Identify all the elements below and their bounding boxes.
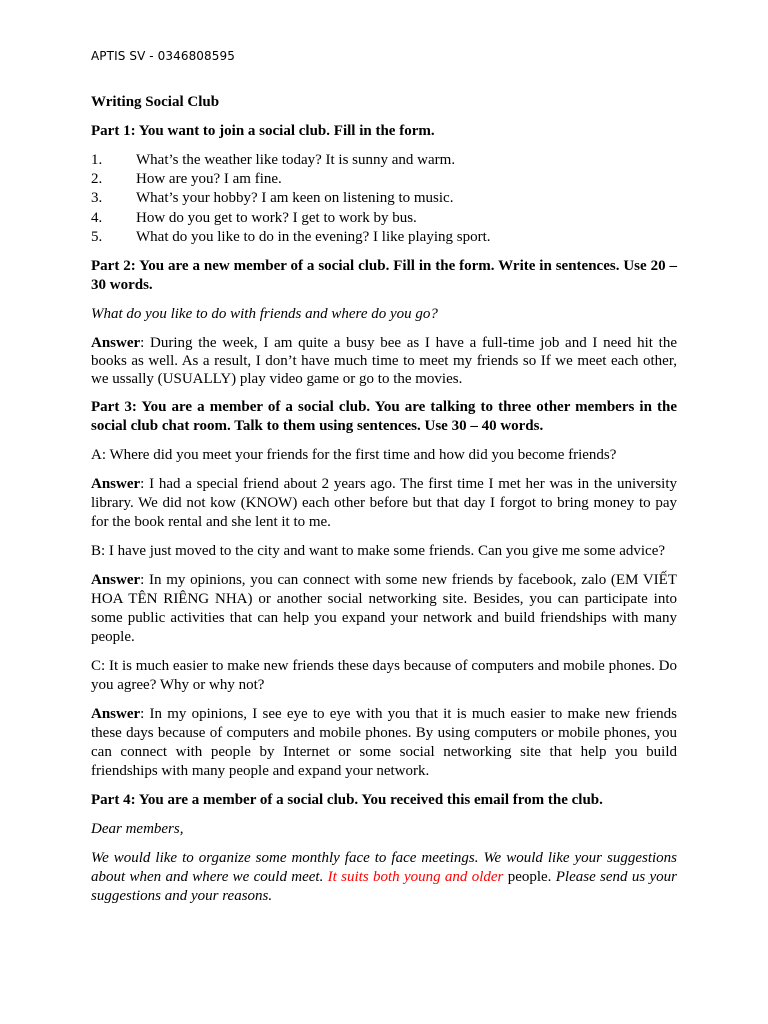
list-item: 2. How are you? I am fine. — [91, 171, 282, 188]
part1-heading: Part 1: You want to join a social club. Fill in the form. — [91, 123, 435, 139]
part3-question-a: A: Where did you meet your friends for the first time and how did you become friends? — [91, 447, 617, 464]
part1-question-list — [91, 151, 677, 247]
answer-text: : In my opinions, I see eye to eye with you that it is much easier to make new friends these days because of computers and mobile phones. By using computers or mobile phones, you can connect with people by Internet or some social networking site that help you build friendships with many people and expand your network. — [91, 706, 677, 780]
part4-heading: Part 4: You are a member of a social club. You received this email from the club. — [91, 792, 603, 809]
list-item: 3. What’s your hobby? I am keen on listening to music. — [91, 190, 454, 207]
part2-heading: Part 2: You are a new member of a social club. Fill in the form. Write in sentences. Use 20 – 30 words. — [91, 258, 677, 294]
part3-answer-c — [91, 705, 677, 781]
email-text-after-upright: people. — [503, 869, 552, 886]
email-greeting: Dear members, — [91, 821, 184, 838]
answer-text: : I had a special friend about 2 years ago. The first time I met her was in the university library. We did not kow (KNOW) each other before but that day I forgot to bring money to pay for the book rental and she lent it to me. — [91, 476, 677, 531]
email-highlight: It suits both young and older — [327, 869, 504, 886]
document-title: Writing Social Club — [91, 94, 220, 110]
answer-text: : During the week, I am quite a busy bee as I have a full-time job and I need hit the books as well. As a result, I don’t have much time to meet my friends so If we meet each other, we ussally (USUALLY) play video game or go to the movies. — [91, 335, 677, 388]
email-text-before: We would like to organize some monthly face to face meetings. We would like your suggestions about when and where we could meet. — [91, 850, 677, 886]
list-item: 4. How do you get to work? I get to work by bus. — [91, 209, 417, 226]
part2-question: What do you like to do with friends and where do you go? — [91, 306, 438, 323]
email-body — [91, 849, 677, 906]
answer-label: Answer — [91, 335, 141, 352]
part2-answer — [91, 334, 677, 388]
document-body — [91, 93, 677, 906]
answer-text: : In my opinions, you can connect with some new friends by facebook, zalo (EM VIẾT HOA TÊN RIÊNG NHA) or another social networking site. Besides, you can participate into some public activities that can help you expand your network and build friendships with many people. — [91, 572, 677, 646]
email-text-after: Please send us your suggestions and your reasons. — [91, 869, 677, 905]
page-header: APTIS SV - 0346808595 — [91, 49, 235, 63]
list-item: 1. What’s the weather like today? It is sunny and warm. — [91, 152, 456, 168]
answer-label: Answer — [91, 476, 141, 493]
list-item: 5. What do you like to do in the evening? I like playing sport. — [91, 228, 491, 245]
answer-label: Answer — [91, 706, 141, 723]
part3-question-b: B: I have just moved to the city and want to make some friends. Can you give me some advice? — [91, 543, 666, 560]
answer-label: Answer — [91, 572, 141, 589]
part3-question-c: C: It is much easier to make new friends these days because of computers and mobile phones. Do you agree? Why or why not? — [91, 658, 677, 694]
part3-answer-b — [91, 571, 677, 647]
part3-answer-a — [91, 475, 677, 532]
part3-heading: Part 3: You are a member of a social club. You are talking to three other members in the social club chat room. Talk to them using sentences. Use 30 – 40 words. — [91, 399, 677, 435]
